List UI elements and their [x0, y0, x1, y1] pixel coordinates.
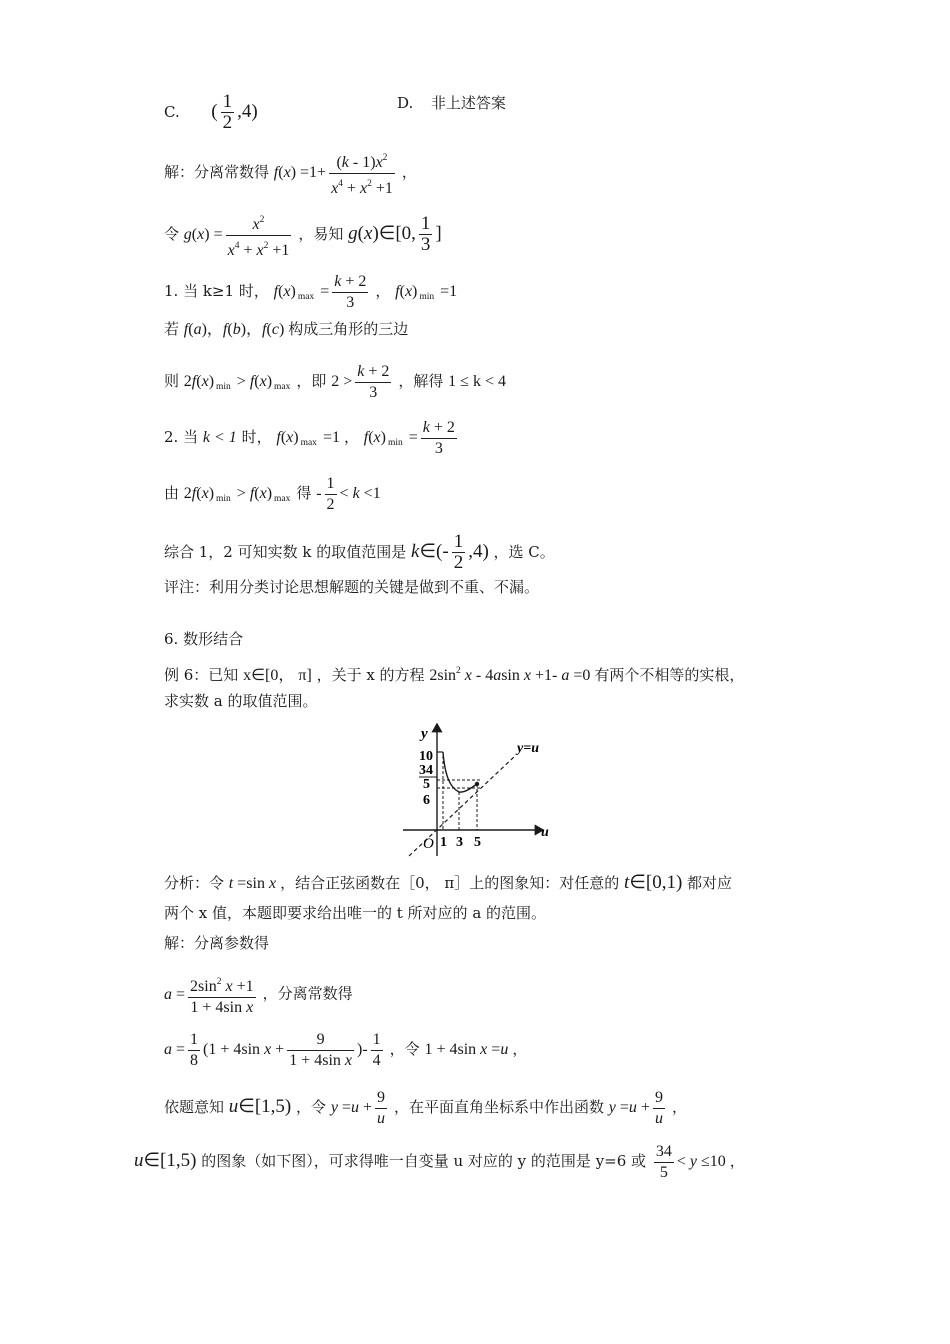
u-range-lead: 依题意知 — [164, 1098, 225, 1117]
analysis-tail: 都对应 — [687, 874, 733, 892]
case-2-conclusion — [164, 474, 381, 515]
y-tick-5: 5 — [423, 777, 430, 792]
case-1-sep: ， — [375, 282, 391, 301]
gx-lead: 令 — [164, 225, 180, 244]
final-text: 的图象（如下图），可求得唯一自变量 u 对应的 y 的范围是 y=6 或 — [201, 1152, 647, 1171]
case-1-max: f(x) $_{max}$ = $\frac{k + 2}{3}$ — [273, 273, 367, 311]
example-6-x-range: x∈[0， π] — [243, 667, 312, 684]
y-tick-6: 6 — [423, 793, 430, 808]
final-line — [134, 1142, 745, 1183]
example-6-lead: 例 6：已知 — [164, 666, 239, 684]
case-2-conclusion-mid: 得 — [296, 484, 312, 503]
option-c-interval: ( $\frac{1}{2}$ ,4) — [211, 91, 258, 133]
a-equation-2-expr: a = $\frac{1}{8}$ (1 + 4sin x + $\frac{9}{\text{1 + 4sin x}}$ )- $\frac{1}{4}$ — [164, 1031, 381, 1069]
fx-formula: f(x) =1+ $\frac{(k - 1)x^2}{x^4 + x^2 +1}$ — [274, 164, 402, 181]
triangle-condition — [164, 318, 408, 341]
solution-intro-end: ， — [401, 163, 417, 182]
curve-y-u-plus-9-over-u — [443, 752, 477, 792]
u-tick-5: 5 — [474, 835, 481, 850]
case-1-min: f(x) $_{min}$ =1 — [395, 283, 458, 303]
a-equation-2-tail: ，令 — [389, 1040, 420, 1059]
a-equation-1-tail: ，分离常数得 — [262, 984, 353, 1003]
case-1-conclusion — [164, 362, 506, 403]
example-6-mid: ，关于 x 的方程 — [316, 666, 425, 684]
a-equation-2 — [164, 1030, 527, 1071]
final-end: ， — [729, 1152, 745, 1171]
case-1-label: 1. 当 k≥1 时， — [164, 282, 269, 301]
case-2-max: f(x) $_{max}$ =1 — [276, 429, 344, 449]
analysis-mid: ，结合正弦函数在［0， π］上的图象知：对任意的 — [280, 874, 620, 892]
final-y-range: $\frac{34}{5}$ < y ≤10 — [655, 1143, 730, 1181]
summary-end: ，选 C。 — [493, 542, 555, 561]
case-1-conclusion-lead: 则 — [164, 372, 180, 391]
a-equation-2-end: ， — [512, 1040, 528, 1059]
curve-end-point — [475, 782, 479, 786]
example-6-tail: 有两个不相等的实根， — [594, 666, 745, 684]
case-1-inequality-2: 2 > $\frac{k + 2}{3}$ — [331, 363, 390, 401]
u-axis-label: u — [541, 825, 549, 840]
case-2-conclusion-lead: 由 — [164, 484, 180, 503]
u-range-mid: ，令 — [296, 1098, 327, 1117]
solution-intro-label: 解：分离常数得 — [164, 163, 270, 182]
function-graph — [395, 716, 575, 866]
case-2-result: - $\frac{1}{2}$ < k <1 — [316, 475, 381, 513]
case-1-conclusion-mid: ，即 — [296, 372, 327, 391]
triangle-values: f(a)，f(b)，f(c) — [183, 321, 289, 338]
case-2-label: 2. 当 — [164, 428, 199, 447]
analysis-lead: 分析：令 — [164, 874, 225, 892]
option-d-text: 非上述答案 — [430, 94, 506, 112]
gx-mid: ，易知 — [298, 225, 344, 244]
case-2-sep: ， — [343, 428, 359, 447]
case-1-result: 1 ≤ k < 4 — [448, 373, 506, 391]
a-equation-2-sub: 1 + 4sin x =u — [424, 1041, 509, 1059]
analysis-t-range: t∈[0,1) — [624, 872, 688, 893]
y-function: y =u + $\frac{9}{u}$ — [330, 1089, 385, 1127]
gx-range: g(x)∈[0, $\frac{1}{3}$ ] — [348, 213, 442, 256]
option-d — [397, 92, 506, 114]
u-tick-3: 3 — [456, 835, 463, 850]
case-2-inequality: 2f(x) $_{min}$ > f(x) $_{max}$ — [183, 485, 291, 505]
case-2-label-2: 时， — [241, 428, 272, 447]
triangle-lead: 若 — [164, 320, 180, 338]
u-tick-1: 1 — [440, 835, 447, 850]
gx-formula: g(x) = $\frac{x^2}{x^4 + x^2 +1}$ — [184, 226, 299, 243]
analysis-line-1 — [164, 872, 732, 895]
solution-2-label: 解：分离参数得 — [164, 934, 270, 952]
summary-text: 综合 1，2 可知实数 k 的取值范围是 — [164, 542, 407, 561]
option-c-label: C. — [164, 102, 180, 121]
example-6-line-2: 求实数 a 的取值范围。 — [164, 692, 318, 710]
solution-intro — [164, 148, 417, 199]
y-function-2: y =u + $\frac{9}{u}$ — [608, 1089, 663, 1127]
final-u-range: u∈[1,5) — [134, 1150, 202, 1172]
example-6-line-1 — [164, 660, 744, 687]
a-equation-1 — [164, 972, 353, 1018]
a-equation-1-expr: a = $\frac{2\sin^2 x +1}{\text{1 + 4sin x}}$ — [164, 986, 263, 1003]
option-d-label: D. — [397, 94, 414, 112]
case-1-inequality: 2f(x) $_{min}$ > f(x) $_{max}$ — [183, 373, 291, 393]
comment: 评注：利用分类讨论思想解题的关键是做到不重、不漏。 — [164, 578, 540, 596]
u-range-line — [164, 1088, 687, 1129]
analysis-line-2: 两个 x 值，本题即要求给出唯一的 t 所对应的 a 的范围。 — [164, 904, 547, 922]
example-6-equation: $2\sin^2$ x - 4asin x +1- a =0 — [429, 666, 595, 684]
case-2 — [164, 418, 460, 459]
case-1-conclusion-mid-2: ，解得 — [398, 372, 444, 391]
line-label: y=u — [517, 741, 539, 756]
summary-range: k∈(- $\frac{1}{2}$ ,4) — [411, 531, 494, 573]
u-range: u∈[1,5) — [228, 1096, 297, 1118]
case-2-min: f(x) $_{min}$ = $\frac{k + 2}{3}$ — [363, 419, 455, 457]
gx-definition — [164, 210, 442, 261]
case-1 — [164, 272, 457, 313]
option-c — [164, 92, 258, 133]
case-2-condition: k < 1 — [202, 429, 237, 447]
y-tick-34: 34 — [419, 763, 433, 778]
u-range-mid-2: ，在平面直角坐标系中作出函数 — [393, 1098, 604, 1117]
origin-label: O — [423, 836, 434, 852]
summary — [164, 532, 555, 573]
analysis-substitution: t =sin x — [228, 875, 277, 892]
u-range-end: ， — [671, 1098, 687, 1117]
y-axis-label: y — [421, 726, 428, 742]
section-6-heading: 6. 数形结合 — [164, 630, 244, 648]
triangle-text: 构成三角形的三边 — [288, 320, 409, 338]
y-tick-10: 10 — [419, 749, 433, 764]
